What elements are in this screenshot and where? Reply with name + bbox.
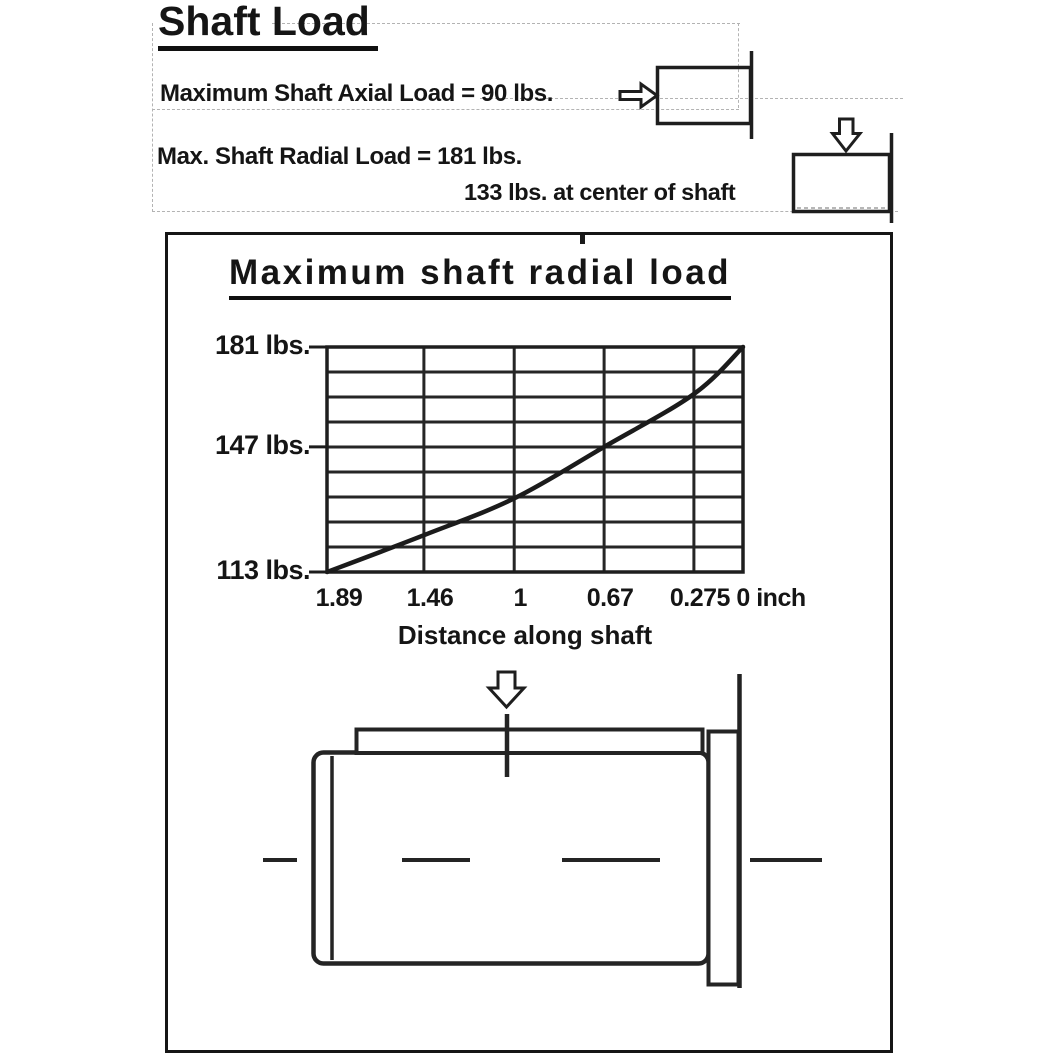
radial-center-load-spec: 133 lbs. at center of shaft xyxy=(464,179,736,205)
y-tick-label: 181 lbs. xyxy=(214,330,310,360)
axial-load-spec: Maximum Shaft Axial Load = 90 lbs. xyxy=(160,80,553,107)
load-curve xyxy=(327,347,743,572)
y-tick-label: 147 lbs. xyxy=(214,429,310,460)
x-tick-label: 1.46 xyxy=(406,584,454,612)
radial-load-spec: Max. Shaft Radial Load = 181 lbs. xyxy=(157,143,522,170)
page-title: Shaft Load xyxy=(158,0,378,51)
x-tick-label: 0 inch xyxy=(736,584,806,612)
x-axis-title: Distance along shaft xyxy=(397,620,653,650)
y-tick-label: 113 lbs. xyxy=(216,555,310,585)
x-tick-label: 0.275 xyxy=(669,584,730,612)
chart-grid xyxy=(327,347,743,572)
chart-title: Maximum shaft radial load xyxy=(229,252,731,300)
y-axis-ticks xyxy=(309,347,327,572)
chart-plot-border xyxy=(327,347,743,572)
x-tick-label: 1 xyxy=(513,584,527,612)
x-tick-label: 1.89 xyxy=(315,584,363,612)
x-tick-label: 0.67 xyxy=(586,584,634,612)
